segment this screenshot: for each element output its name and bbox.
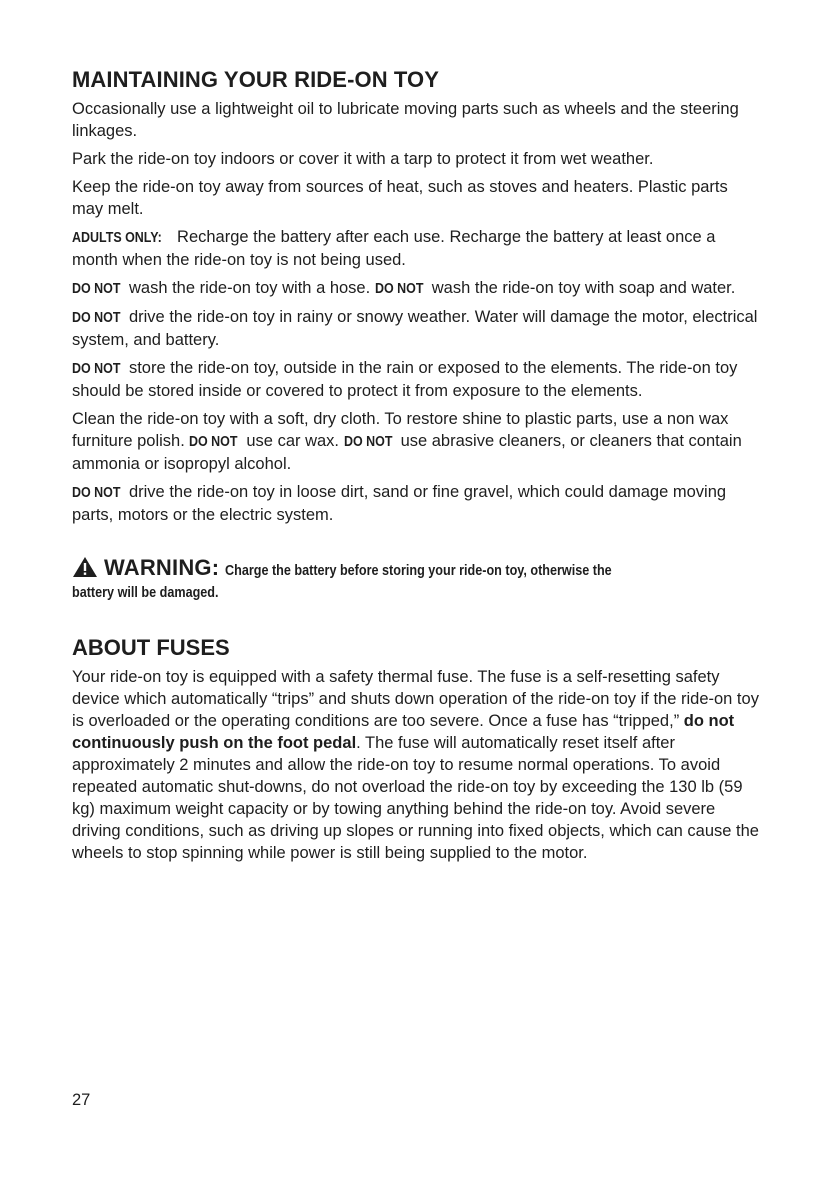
warning-line-2 [72, 582, 762, 604]
paragraph-adults-only [72, 226, 762, 271]
paragraph-no-loose-dirt [72, 481, 762, 526]
fuse-text-1: Your ride-on toy is equipped with a safety thermal fuse. The fuse is a self-resetting safety device which automatically “trips” and shuts down operation of the ride-on toy if the ride-on toy is overloaded or the operating conditions are too severe. Once a fuse has “tripped,” [72, 668, 759, 730]
no-loose-dirt-text: drive the ride-on toy in loose dirt, sand or fine gravel, which could damage moving parts, motors or the electric system. [72, 483, 727, 524]
do-not-label: DO NOT [72, 361, 121, 377]
no-hose-text: wash the ride-on toy with a hose. [124, 279, 375, 297]
do-not-label: DO NOT [374, 281, 424, 297]
adults-only-text: Recharge the battery after each use. Recharge the battery at least once a month when the ride-on toy is not being used. [72, 228, 716, 269]
cleaning-text-3: use abrasive cleaners, or cleaners that contain ammonia or isopropyl alcohol. [72, 432, 742, 473]
paragraph-park-indoors: Park the ride-on toy indoors or cover it with a tarp to protect it from wet weather. [72, 150, 654, 168]
fuse-bold-instruction: do not continuously push on the foot pedal [72, 712, 735, 752]
manual-page [72, 66, 762, 864]
fuse-section [72, 666, 762, 864]
paragraph-no-outdoor-storage [72, 357, 762, 402]
warning-text-line-2: battery will be damaged. [72, 585, 219, 601]
paragraph-cleaning [72, 408, 762, 475]
paragraph-keep-away-heat: Keep the ride-on toy away from sources of heat, such as stoves and heaters. Plastic parts may melt. [72, 178, 728, 218]
cleaning-text-2: use car wax. [241, 432, 344, 450]
adults-only-label: ADULTS ONLY: [72, 230, 162, 246]
no-soap-text: wash the ride-on toy with soap and water. [427, 279, 736, 297]
do-not-label: DO NOT [189, 434, 238, 450]
do-not-label: DO NOT [72, 281, 121, 297]
no-rain-text: drive the ride-on toy in rainy or snowy weather. Water will damage the motor, electrical system, and battery. [72, 308, 758, 349]
warning-box [72, 556, 762, 604]
paragraph-lubricate: Occasionally use a lightweight oil to lubricate moving parts such as wheels and the steering linkages. [72, 100, 739, 140]
warning-triangle-icon [72, 556, 98, 578]
paragraph-no-hose [72, 277, 762, 300]
paragraph-fuse [72, 666, 762, 864]
do-not-label: DO NOT [72, 310, 121, 326]
warning-text-line-1: Charge the battery before storing your ride-on toy, otherwise the [225, 563, 612, 579]
fuse-text-2: . The fuse will automatically reset itself after approximately 2 minutes and allow the ride-on toy to resume normal operations. To avoid repeated automatic shut-downs, do not overload the ride-on toy by exceeding the 130 lb (59 kg) maximum weight capacity or by towing anything behind the ride-on toy. Avoid severe driving conditions, such as driving up slopes or running into fixed objects, which can cause the wheels to stop spinning while power is still being supplied to the motor. [72, 734, 759, 862]
paragraph-no-rain [72, 306, 762, 351]
maintaining-heading: MAINTAINING YOUR RIDE-ON TOY [72, 67, 440, 92]
no-outdoor-storage-text: store the ride-on toy, outside in the rain or exposed to the elements. The ride-on toy should be stored inside or covered to protect it from exposure to the elements. [72, 359, 738, 400]
warning-title: WARNING: [104, 555, 220, 580]
about-fuses-heading: ABOUT FUSES [72, 635, 230, 660]
do-not-label: DO NOT [343, 434, 393, 450]
page-number: 27 [72, 1091, 91, 1109]
do-not-label: DO NOT [72, 485, 121, 501]
cleaning-text-1: Clean the ride-on toy with a soft, dry cloth. To restore shine to plastic parts, use a non wax furniture polish. [72, 410, 729, 450]
warning-line-1 [72, 556, 762, 582]
